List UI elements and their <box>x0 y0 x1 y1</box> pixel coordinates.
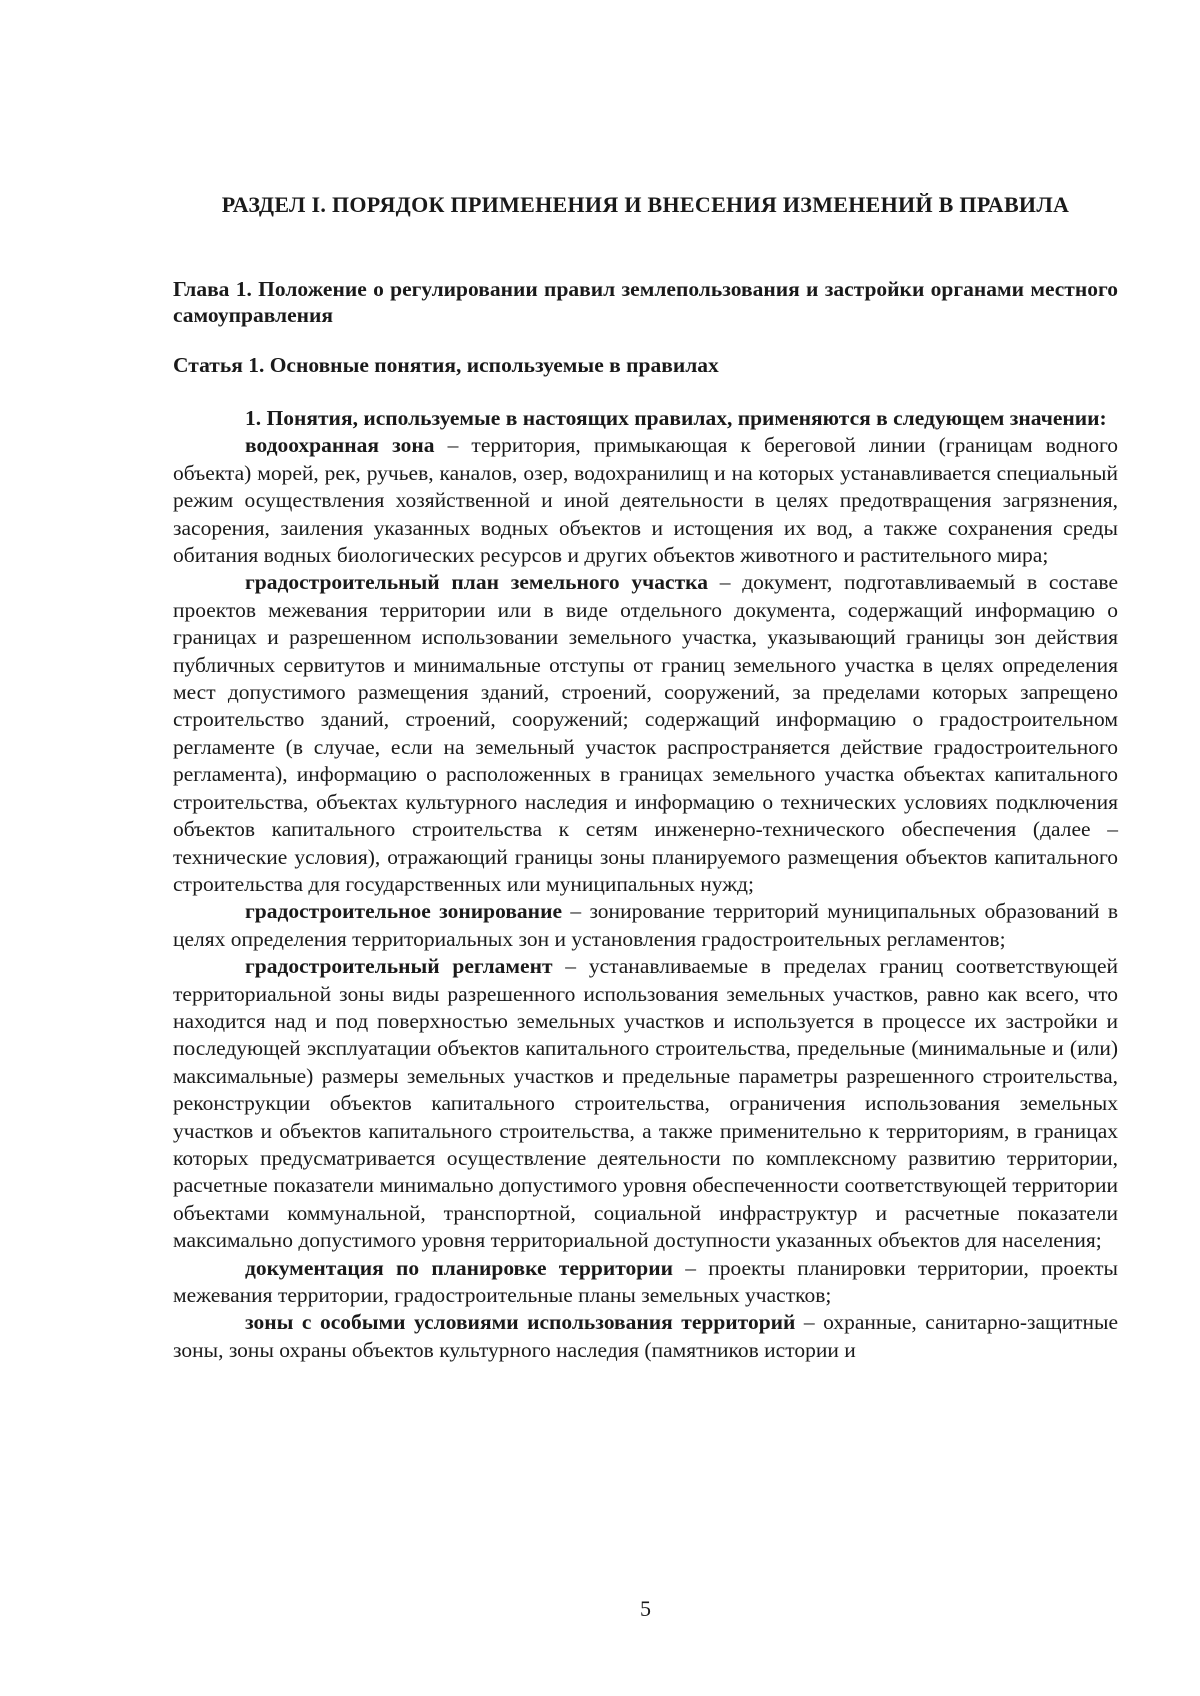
definition-term: градостроительный план земельного участка <box>245 570 708 595</box>
definition-paragraph <box>173 1309 1118 1364</box>
article-body <box>173 405 1118 1364</box>
definition-term: зоны с особыми условиями использования территорий <box>245 1310 796 1335</box>
definition-paragraph <box>173 1255 1118 1310</box>
definition-text: – документ, подготавливаемый в составе проектов межевания территории или в виде отдельного документа, содержащий информацию о границах и разрешенном использовании земельного участка, указывающий границы зон действия публичных сервитутов и минимальные отступы от границ земельного участка в целях определения мест допустимого размещения зданий, строений, сооружений, за пределами которых запрещено строительство зданий, строений, сооружений; содержащий информацию о градостроительном регламенте (в случае, если на земельный участок распространяется действие градостроительного регламента), информацию о расположенных в границах земельного участка объектах капитального строительства, объектах культурного наследия и информацию о технических условиях подключения объектов капитального строительства к сетям инженерно-технического обеспечения (далее – технические условия), отражающий границы зоны планируемого размещения объектов капитального строительства для государственных или муниципальных нужд; <box>173 570 1118 896</box>
definition-text: – устанавливаемые в пределах границ соответствующей территориальной зоны виды разрешенного использования земельных участков, равно как всего, что находится над и под поверхностью земельных участков и используется в процессе их застройки и последующей эксплуатации объектов капитального строительства, предельные (минимальные и (или) максимальные) размеры земельных участков и предельные параметры разрешенного строительства, реконструкции объектов капитального строительства, ограничения использования земельных участков и объектов капитального строительства, а также применительно к территориям, в границах которых предусматривается осуществление деятельности по комплексному развитию территории, расчетные показатели минимально допустимого уровня обеспеченности соответствующей территории объектами коммунальной, транспортной, социальной инфраструктур и расчетные показатели максимально допустимого уровня территориальной доступности указанных объектов для населения; <box>173 954 1118 1253</box>
definition-term: документация по планировке территории <box>245 1255 673 1280</box>
definition-term: градостроительное зонирование <box>245 899 563 924</box>
definition-text: – территория, примыкающая к береговой линии (границам водного объекта) морей, рек, ручьев, каналов, озер, водохранилищ и на которых устанавливается специальный режим осуществления хозяйственной и иной деятельности в целях предотвращения загрязнения, засорения, заиления указанных водных объектов и истощения их вод, а также сохранения среды обитания водных биологических ресурсов и других объектов животного и растительного мира; <box>173 433 1118 568</box>
point-1 <box>173 405 1118 432</box>
definition-paragraph <box>173 953 1118 1254</box>
chapter-title: Глава 1. Положение о регулировании правил землепользования и застройки органами местного самоуправления <box>173 277 1118 327</box>
definition-paragraph <box>173 569 1118 898</box>
definition-text: – зонирование территорий муниципальных образований в целях определения территориальных зон и установления градостроительных регламентов; <box>173 899 1118 951</box>
definition-paragraph <box>173 898 1118 953</box>
definition-term: водоохранная зона <box>245 433 435 458</box>
definition-paragraph <box>173 432 1118 569</box>
page-number: 5 <box>640 1596 651 1621</box>
article-title: Статья 1. Основные понятия, используемые в правилах <box>173 353 719 377</box>
point-1-text: 1. Понятия, используемые в настоящих правилах, применяются в следующем значении: <box>245 406 1107 430</box>
section-title: РАЗДЕЛ I. ПОРЯДОК ПРИМЕНЕНИЯ И ВНЕСЕНИЯ ИЗМЕНЕНИЙ В ПРАВИЛА <box>221 192 1070 217</box>
definition-text: – охранные, санитарно-защитные зоны, зоны охраны объектов культурного наследия (памятников истории и <box>173 1310 1118 1362</box>
definition-text: – проекты планировки территории, проекты межевания территории, градостроительные планы земельных участков; <box>173 1255 1118 1307</box>
document-page <box>173 0 1118 1696</box>
definition-term: градостроительный регламент <box>245 954 553 979</box>
